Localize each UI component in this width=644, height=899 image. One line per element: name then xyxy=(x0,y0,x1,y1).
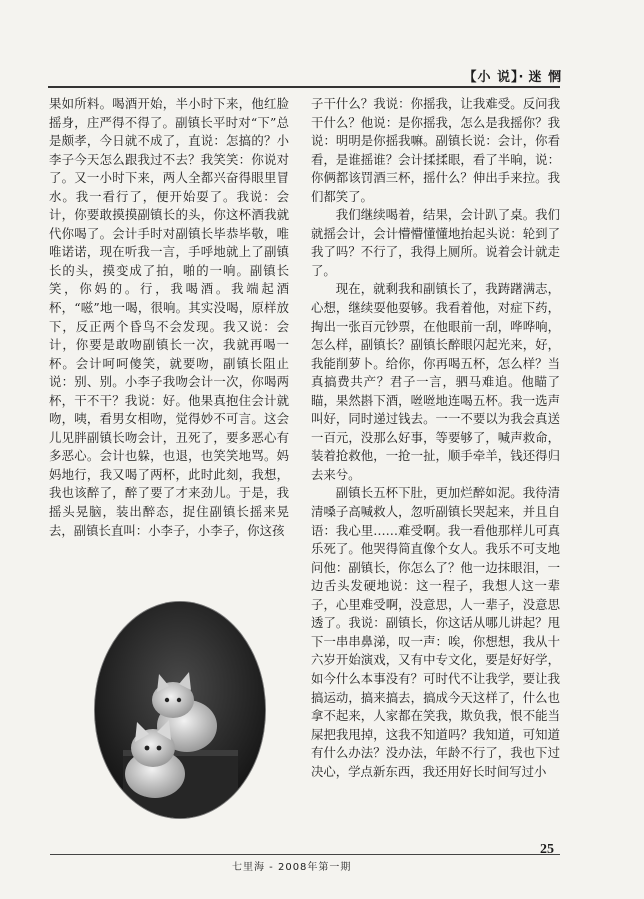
paragraph: 副镇长五杯下肚，更加烂醉如泥。我待清清嗓子高喊救人，忽听副镇长哭起来，并且自语：我心里……难受啊。我一看他那样儿可真乐死了。他哭得简直像个女人。我乐不可支地问他：副镇长，你怎么了？他一边抹眼泪，一边舌头发硬地说：这一程子，我想人这一辈子，心里难受啊，没意思，人一辈子，没意思透了。我说：副镇长，你这话从哪儿讲起？甩下一串串鼻涕，叹一声：唉，你想想，我从十六岁开始演戏，又有中专文化，要是好好学，如今什么本事没有？可时代不让我学，要让我搞运动，搞来搞去，搞成今天这样了，什么也拿不起来，人家都在笑我，欺负我，恨不能当屎把我甩掉，这我不知道吗？我知道，可知道有什么办法？没办法，年龄不行了，我也下过决心，学点新东西，我还用好长时间写过小 xyxy=(311,485,560,779)
header-rule xyxy=(48,86,560,88)
paragraph: 子干什么？我说：你摇我，让我难受。反问我干什么？他说：是你摇我，怎么是我摇你？我说：明明是你摇我嘛。副镇长说：会计，你看看，是谁摇谁？会计揉揉眼，看了半晌，说：你俩都该罚酒三杯，摇什么？伸出手来拉。我们都笑了。 xyxy=(311,96,560,204)
story-title: 迷 惘 xyxy=(528,70,562,85)
section-label: 【小 说】· xyxy=(463,70,525,85)
kittens-illustration xyxy=(95,602,265,818)
footer-rule xyxy=(50,854,560,855)
section-tag xyxy=(464,66,563,85)
paragraph: 我们继续喝着，结果，会计趴了桌。我们就摇会计，会计懵懵懂懂地抬起头说：轮到了我了吗？不行了，我得上厕所。说着会计就走了。 xyxy=(311,207,560,278)
journal-footer: 七里海 - 2008年第一期 xyxy=(232,862,352,873)
paragraph: 果如所料。喝酒开始，半小时下来，他红脸摇身，庄严得不得了。副镇长平时对“下”总是颇孝，今日就不成了，直说：怎搞的？小李子今天怎么跟我过不去？我笑笑：你说对了。又一小时下来，两人全都兴奋得眼里冒水。我一看行了，便开始耍了。我说：会计，你要敢摸摸副镇长的头，你这杯酒我就代你喝了。会计手时对副镇长毕恭毕敬，唯唯诺诺，现在听我一言，手呼地就上了副镇长的头，摸变成了拍，啪的一响。副镇长笑，你妈的。行，我喝酒。我端起酒杯，“嗞”地一喝，很响。其实没喝，原样放下，反正两个昏鸟不会发现。我又说：会计，你要是敢吻副镇长一次，我就再喝一杯。会计呵呵傻笑，就要吻，副镇长阻止说：别、别。小李子我吻会计一次，你喝两杯，干不干？我说：好。他果真抱住会计就吻，咦，看男女相吻，觉得妙不可言。这会儿见胖副镇长吻会计，丑死了，要多恶心有多恶心。会计也躲，也退，也笑笑地骂。妈妈地行，我又喝了两杯，此时此刻，我想，我也该醉了，醉了要了才来劲儿。于是，我摇头晃脑，装出醉态，捉住副镇长摇来晃去，副镇长直叫：小李子，小李子，你这孩 xyxy=(49,96,289,538)
kittens-photo xyxy=(95,602,265,818)
right-column xyxy=(311,95,560,781)
page-number: 25 xyxy=(540,842,554,857)
paragraph: 现在，就剩我和副镇长了，我踌躇满志，心想，继续耍他耍够。我看着他，对症下药，掏出一张百元钞票，在他眼前一刮，哗哗响，怎么样，副镇长？副镇长醉眼闪起光来，好，我能削萝卜。给你，你再喝五杯，怎么样？当真搞费共产？君子一言，驷马难追。他瞄了瞄，果然斟下酒，咝咝地连喝五杯。我一选声叫好，同时递过钱去。一一不要以为我会真送一百元，没那么好事，等要够了，喊声救命，装着抢救他，一抢一扯，顺手牵羊，钱还得归去来兮。 xyxy=(311,281,560,482)
left-column xyxy=(49,95,289,540)
